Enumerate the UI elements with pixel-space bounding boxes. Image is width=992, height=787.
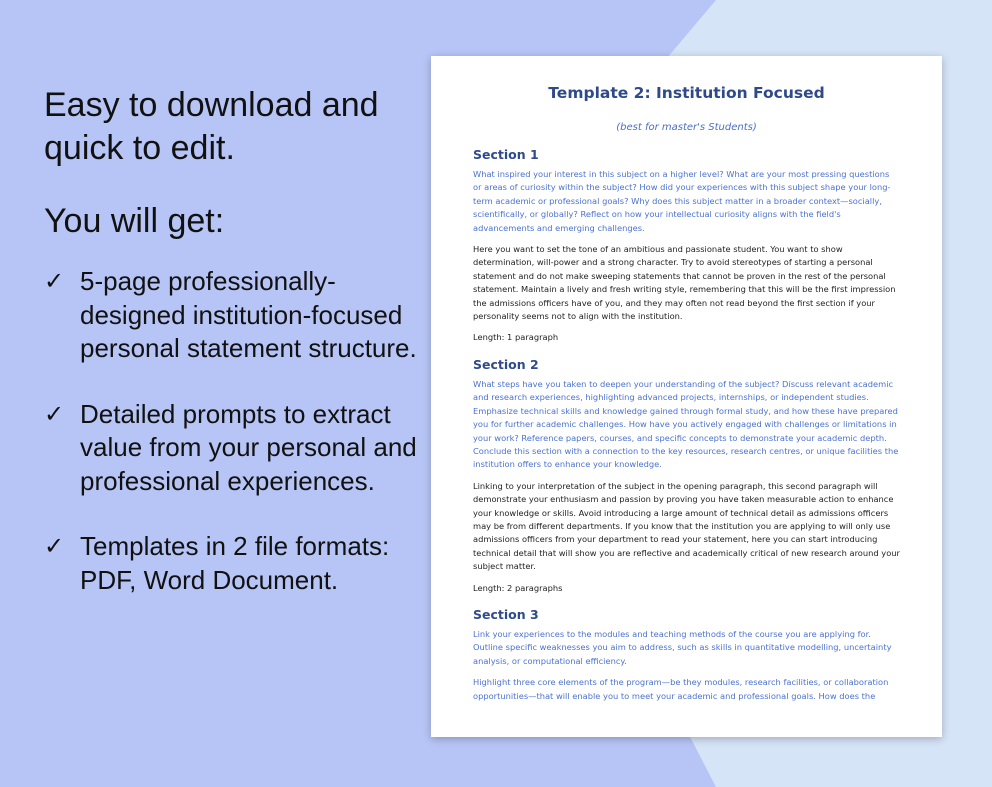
section-2-heading: Section 2 xyxy=(473,356,539,372)
promo-headline: Easy to download and quick to edit. xyxy=(44,86,379,167)
check-icon: ✓ xyxy=(44,533,65,560)
document-subtitle: (best for master's Students) xyxy=(616,122,757,133)
check-icon: ✓ xyxy=(44,268,65,295)
section-1-body: Here you want to set the tone of an ambitious and passionate student. You want to show determination, will-power and a strong character. Try to avoid stereotypes of starting a personal statement and do not make sweeping statements that cannot be proven in the rest of the personal statement. Maintain a lively and fresh writing style, remembering that this will be the first impression the admissions officers have of you, and they may often not read beyond the first section if your personality seems not to align with the institution. xyxy=(473,244,896,322)
section-1-prompt: What inspired your interest in this subject on a higher level? What are your most pressing questions or areas of curiosity within the subject? How did your experiences with this subject shape your long-term academic or professional goals? Why does this subject matter in a broader context—socially, scientifically, or globally? Reflect on how your intellectual curiosity aligns with the field's advancements and emerging challenges. xyxy=(473,169,891,233)
check-icon: ✓ xyxy=(44,400,65,428)
section-1-heading: Section 1 xyxy=(473,147,539,162)
section-3-prompt: Link your experiences to the modules and teaching methods of the course you are applying for. Outline specific weaknesses you aim to address, such as skills in quantitative modelling, uncertainty analysis, or computational efficiency. xyxy=(473,628,892,666)
promo-subheadline: You will get: xyxy=(44,202,225,240)
section-2-prompt: What steps have you taken to deepen your understanding of the subject? Discuss relevant academic and research experiences, highlighting advanced projects, internships, or independent studies. Emphasize technical skills and knowledge gained through formal study, and how these have prepared you for further academic challenges. How have you actively engaged with challenges or limitations in your work? Reference papers, courses, and specific concepts to demonstrate your academic depth. Conclude this section with a connection to the key resources, research centres, or unique facilities the institution offers to enhance your knowledge. xyxy=(473,378,899,470)
feature-text: Detailed prompts to extract value from your personal and professional experiences. xyxy=(80,398,417,496)
document-title: Template 2: Institution Focused xyxy=(548,84,825,102)
section-3-prompt-2: Highlight three core elements of the program—be they modules, research facilities, or collaboration opportunities—that will enable you to meet your academic and professional goals. How does the xyxy=(473,677,889,701)
section-2-length: Length: 2 paragraphs xyxy=(473,582,563,593)
section-3-heading: Section 3 xyxy=(473,606,539,622)
feature-list xyxy=(44,265,424,597)
feature-item xyxy=(44,265,424,366)
promo-column xyxy=(44,84,424,629)
feature-item xyxy=(44,530,424,597)
feature-text: Templates in 2 file formats: PDF, Word Document. xyxy=(80,531,390,595)
feature-item xyxy=(44,398,424,499)
section-1-length: Length: 1 paragraph xyxy=(473,332,559,343)
feature-text: 5-page professionally-designed institution-focused personal statement structure. xyxy=(80,266,417,363)
section-2-body: Linking to your interpretation of the subject in the opening paragraph, this second paragraph will demonstrate your enthusiasm and passion by proving you have taken measurable action to enhance your knowledge or skills. Avoid introducing a large amount of technical detail as admissions officers may be from different departments. If you know that the institution you are applying to will only use admissions officers from your department to read your statement, here you can start introducing technical detail that will show you are reflective and academically critical of new research around your subject matter. xyxy=(473,480,900,572)
document-preview xyxy=(431,56,942,737)
